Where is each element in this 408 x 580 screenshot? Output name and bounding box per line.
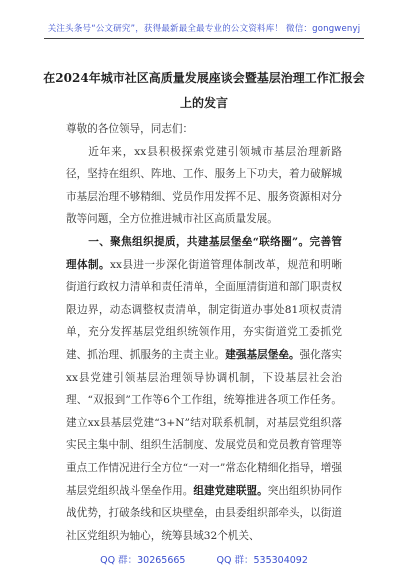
section-heading: 一、聚焦组织提质，共建基层堡垒“联络圈”。 — [88, 235, 310, 248]
paragraph-intro: 近年来，xx县积极探索党建引领城市基层治理新路径，坚持在组织、阵地、工作、服务上下功夫，着力破解城市基层治理不够精细、党员作用发挥不足、服务资源相对分散等问题，全方位推进城市社区高质量发展。 — [66, 145, 342, 226]
document-body — [66, 118, 342, 547]
subhead-fortress: 建强基层堡垒。 — [225, 348, 300, 361]
footer-qq-group-1: QQ 群：30265665 — [100, 555, 186, 566]
subhead-alliance: 组建党建联盟。 — [193, 484, 268, 497]
footer-qq-group-2: QQ 群：535304092 — [216, 555, 308, 566]
promo-banner-text: 关注头条号“公文研究”，获得最新最全最专业的公文资料库！ 微信：gongwenyj — [47, 24, 361, 34]
section-text-1: xx县进一步深化街道管理体制改革，规范和明晰街道行政权力清单和责任清单，全面厘清街道和部门职责权限边界，动态调整权责清单，制定街道办事处81项权责清单，充分发挥基层党组织统领作用，夯实街道党工委抓党建、抓治理、抓服务的主责主业。 — [66, 258, 343, 361]
footer-contact — [0, 552, 408, 566]
paragraph-section-one — [66, 231, 342, 547]
salutation: 尊敬的各位领导，同志们： — [66, 123, 194, 135]
document-title: 在2024年城市社区高质量发展座谈会暨基层治理工作汇报会上的发言 — [43, 71, 365, 110]
section-text-3: 突出组织协同作战优势，打破条线和区块壁垒，由县委组织部牵头，以街道社区党组织为轴心，统筹县域32个机关、 — [66, 484, 343, 542]
subhead-management: 完善管理体制。 — [66, 235, 343, 271]
header-divider — [44, 38, 364, 39]
section-text-2: 强化落实xx县党建引领基层治理领导协调机制，下设基层社会治理、“双报到”工作等6个工作组，统筹推进各项工作任务。建立xx县基层党建“3+N”结对联系机制，对基层党组织落实民主集中制、组织生活制度、发展党员和党员教育管理等重点工作情况进行全方位“一对一”常态化精细化指导，增强基层党组织战斗堡垒作用。 — [66, 348, 343, 497]
